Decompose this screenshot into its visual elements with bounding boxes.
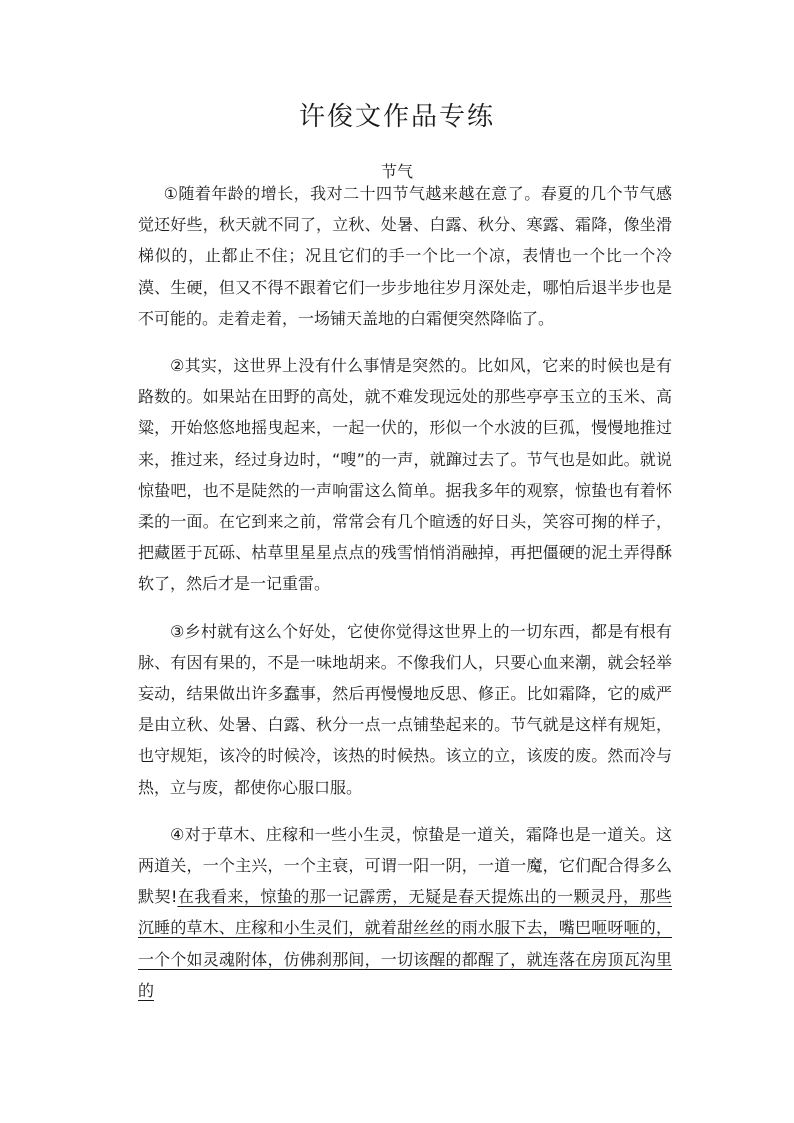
paragraph-2: ②其实，这世界上没有什么事情是突然的。比如风，它来的时候也是有路数的。如果站在田野的高处，就不难发现远处的那些亭亭玉立的玉米、高粱，开始悠悠地摇曳起来，一起一伏的，形似一个水波的巨孤，慢慢地推过来，推过来，经过身边时，“嗖”的一声，就蹿过去了。节气也是如此。就说惊蛰吧，也不是陡然的一声响雷这么简单。据我多年的观察，惊蛰也有着怀柔的一面。在它到来之前，常常会有几个暄透的好日头，笑容可掬的样子，把藏匿于瓦砾、枯草里星星点点的残雪悄悄消融掉，再把僵硬的泥土弄得酥软了，然后才是一记重雷。 — [138, 356, 672, 594]
paragraph-1: ①随着年龄的增长，我对二十四节气越来越在意了。春夏的几个节气感觉还好些，秋天就不同了，立秋、处暑、白露、秋分、寒露、霜降，像坐滑梯似的，止都止不住；况且它们的手一个比一个凉，表情也一个比一个冷漠、生硬，但又不得不跟着它们一步步地往岁月深处走，哪怕后退半步也是不可能的。走着走着，一场铺天盖地的白霜便突然降临了。 — [138, 184, 672, 328]
paragraph-4 — [138, 819, 672, 1006]
paragraph-3: ③乡村就有这么个好处，它使你觉得这世界上的一切东西，都是有根有脉、有因有果的，不是一味地胡来。不像我们人，只要心血来潮，就会轻举妄动，结果做出许多蠢事，然后再慢慢地反思、修正。比如霜降，它的威严是由立秋、处暑、白露、秋分一点一点铺垫起来的。节气就是这样有规矩，也守规矩，该冷的时候冷，该热的时候热。该立的立，该废的废。然而冷与热，立与废，都使你心服口服。 — [138, 621, 672, 797]
essay-title: 节气 — [380, 162, 413, 181]
essay-body — [138, 178, 672, 1022]
paragraph-4-underlined-text: 在我看来，惊蛰的那一记霹雳，无疑是春天提炼出的一颗灵丹，那些沉睡的草木、庄稼和小生灵们，就着甜丝丝的雨水服下去，嘴巴咂呀咂的，一个个如灵魂附体，仿佛刹那间，一切该醒的都醒了，就连落在房顶瓦沟里的 — [138, 887, 672, 1000]
document-title: 许俊文作品专练 — [298, 102, 495, 132]
paragraph-4-text: ④对于草木、庄稼和一些小生灵，惊蛰是一道关，霜降也是一道关。这两道关，一个主兴，一个主衰，可谓一阳一阴，一道一魔，它们配合得多么默契! — [138, 824, 672, 907]
